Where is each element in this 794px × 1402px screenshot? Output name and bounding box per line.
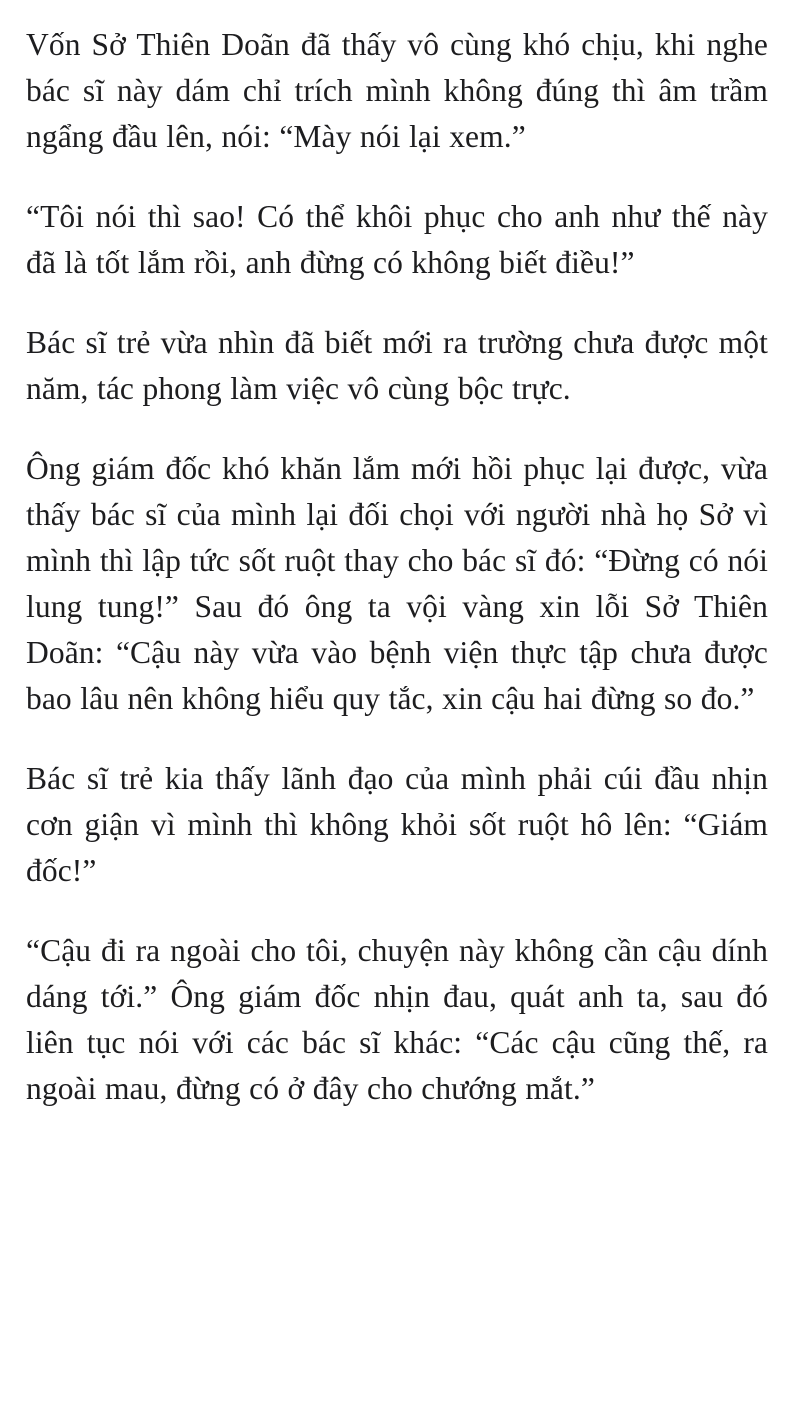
paragraph: “Tôi nói thì sao! Có thể khôi phục cho anh như thế này đã là tốt lắm rồi, anh đừng có không biết điều!”	[26, 199, 768, 280]
paragraph: “Cậu đi ra ngoài cho tôi, chuyện này không cần cậu dính dáng tới.” Ông giám đốc nhịn đau, quát anh ta, sau đó liên tục nói với các bác sĩ khác: “Các cậu cũng thế, ra ngoài mau, đừng có ở đây cho chướng mắt.”	[26, 933, 768, 1106]
paragraph: Bác sĩ trẻ vừa nhìn đã biết mới ra trường chưa được một năm, tác phong làm việc vô cùng bộc trực.	[26, 325, 768, 406]
chapter-text-body	[26, 22, 768, 1112]
paragraph: Vốn Sở Thiên Doãn đã thấy vô cùng khó chịu, khi nghe bác sĩ này dám chỉ trích mình không đúng thì âm trầm ngẩng đầu lên, nói: “Mày nói lại xem.”	[26, 27, 768, 154]
paragraph: Ông giám đốc khó khăn lắm mới hồi phục lại được, vừa thấy bác sĩ của mình lại đối chọi với người nhà họ Sở vì mình thì lập tức sốt ruột thay cho bác sĩ đó: “Đừng có nói lung tung!” Sau đó ông ta vội vàng xin lỗi Sở Thiên Doãn: “Cậu này vừa vào bệnh viện thực tập chưa được bao lâu nên không hiểu quy tắc, xin cậu hai đừng so đo.”	[26, 451, 768, 716]
paragraph: Bác sĩ trẻ kia thấy lãnh đạo của mình phải cúi đầu nhịn cơn giận vì mình thì không khỏi sốt ruột hô lên: “Giám đốc!”	[26, 761, 768, 888]
